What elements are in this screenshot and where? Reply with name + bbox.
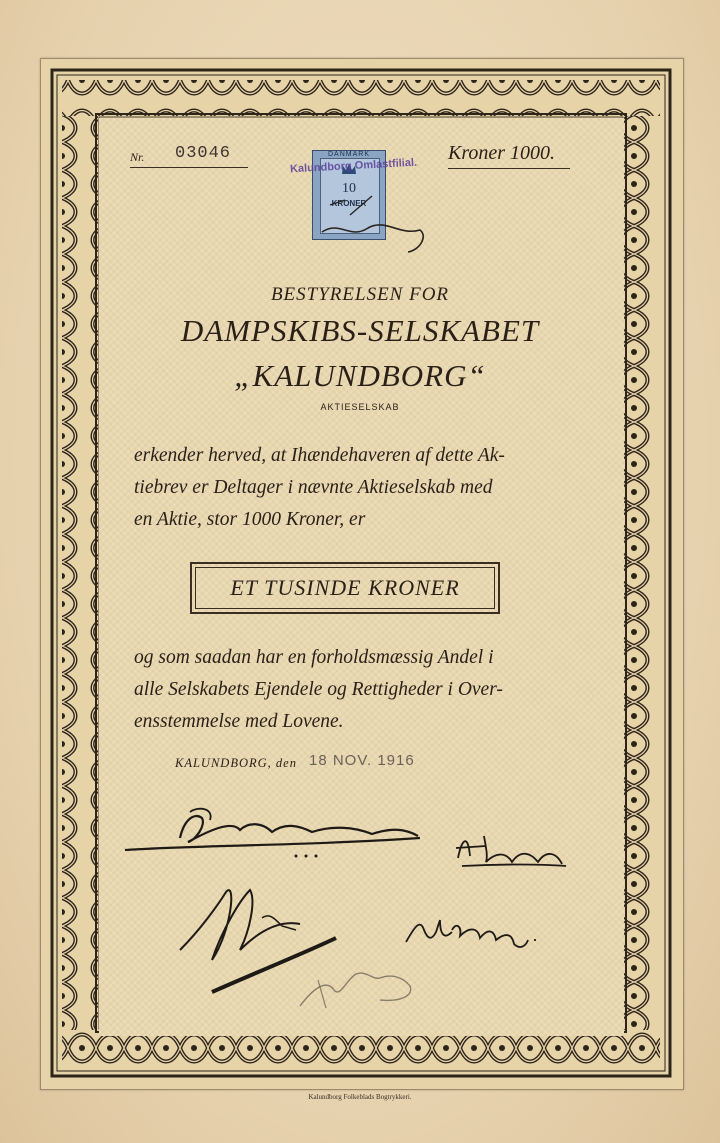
declaration-line: en Aktie, stor 1000 Kroner, er xyxy=(134,509,366,530)
certificate-number: 03046 xyxy=(175,144,232,163)
title-board: BESTYRELSEN FOR xyxy=(270,284,450,305)
signature-korup xyxy=(406,920,536,947)
rights-line: ensstemmelse med Lovene. xyxy=(134,711,344,732)
signature-christensen xyxy=(125,816,420,850)
stamp-cancel-signature xyxy=(322,225,423,252)
rights-line: alle Selskabets Ejendele og Rettigheder i Over- xyxy=(134,679,503,700)
issue-place: KALUNDBORG, den xyxy=(175,756,297,770)
title-company: DAMPSKIBS-SELSKABET xyxy=(180,313,540,348)
stamp-value: 10 xyxy=(342,181,356,196)
stamp-cancel-signature xyxy=(330,196,372,215)
declaration-line: tiebrev er Deltager i nævnte Aktieselskab med xyxy=(134,477,493,498)
denomination: Kroner 1000. xyxy=(448,142,556,164)
stamp-country: DANMARK xyxy=(327,151,370,158)
amount-text: ET TUSINDE KRONER xyxy=(195,567,495,609)
rights-line: og som saadan har en forholdsmæssig Andel i xyxy=(134,647,494,668)
stamp-unit: KRONER xyxy=(331,199,367,208)
signature-hansman xyxy=(456,836,566,866)
cancellation-stamp: Kalundborg Omlastfilial. xyxy=(289,156,418,176)
number-label: Nr. xyxy=(130,150,145,164)
printer-imprint: Kalundborg Folkeblads Bogtrykkeri. xyxy=(308,1093,412,1101)
signature-strom xyxy=(300,973,411,1006)
issue-date: 18 NOV. 1916 xyxy=(309,752,415,769)
title-company-name: „KALUNDBORG“ xyxy=(234,358,486,393)
title-company-type: AKTIESELSKAB xyxy=(320,402,400,412)
declaration-line: erkender herved, at Ihændehaveren af dette Ak- xyxy=(134,445,505,466)
